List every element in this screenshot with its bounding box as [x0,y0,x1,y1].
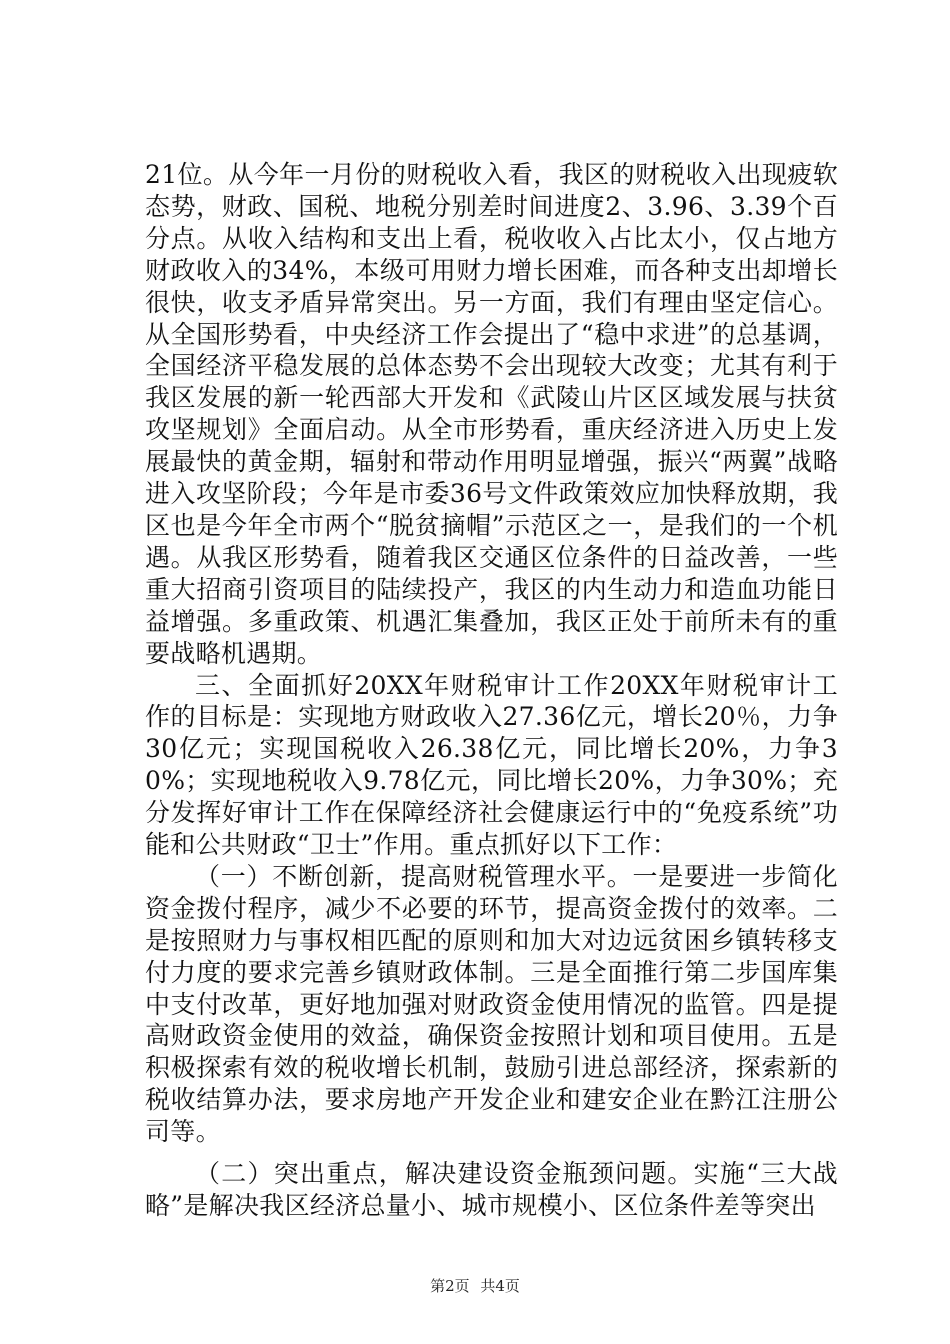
document-body [145,159,838,1222]
paragraph-item-two: （二）突出重点，解决建设资金瓶颈问题。实施“三大战略”是解决我区经济总量小、城市规模小、区位条件差等突出 [145,1159,838,1220]
page-number: 第2页 [430,1277,470,1295]
page-footer [0,1276,950,1296]
paragraph-item-one: （一）不断创新，提高财税管理水平。一是要进一步简化资金拨付程序，减少不必要的环节，提高资金拨付的效率。二是按照财力与事权相匹配的原则和加大对边远贫困乡镇转移支付力度的要求完善乡镇财政体制。三是全面推行第二步国库集中支付改革，更好地加强对财政资金使用情况的监管。四是提高财政资金使用的效益，确保资金按照计划和项目使用。五是积极探索有效的税收增长机制，鼓励引进总部经济，探索新的税收结算办法，要求房地产开发企业和建安企业在黔江注册公司等。 [145,861,838,1147]
paragraph-section-three: 三、全面抓好20XX年财税审计工作20XX年财税审计工作的目标是：实现地方财政收入27.36亿元，增长20％，力争30亿元；实现国税收入26.38亿元，同比增长20%，力争30%；实现地税收入9.78亿元，同比增长20%，力争30%；充分发挥好审计工作在保障经济社会健康运行中的“免疫系统”功能和公共财政“卫士”作用。重点抓好以下工作： [145,670,838,860]
paragraph-situation: 21位。从今年一月份的财税收入看，我区的财税收入出现疲软态势，财政、国税、地税分别差时间进度2、3.96、3.39个百分点。从收入结构和支出上看，税收收入占比太小，仅占地方财政收入的34%，本级可用财力增长困难，而各种支出却增长很快，收支矛盾异常突出。另一方面，我们有理由坚定信心。从全国形势看，中央经济工作会提出了“稳中求进”的总基调，全国经济平稳发展的总体态势不会出现较大改变；尤其有利于我区发展的新一轮西部大开发和《武陵山片区区域发展与扶贫攻坚规划》全面启动。从全市形势看，重庆经济进入历史上发展最快的黄金期，辐射和带动作用明显增强，振兴“两翼”战略进入攻坚阶段；今年是市委36号文件政策效应加快释放期，我区也是今年全市两个“脱贫摘帽”示范区之一，是我们的一个机遇。从我区形势看，随着我区交通区位条件的日益改善，一些重大招商引资项目的陆续投产，我区的内生动力和造血功能日益增强。多重政策、机遇汇集叠加，我区正处于前所未有的重要战略机遇期。 [145,160,838,668]
page-total: 共4页 [480,1277,520,1295]
